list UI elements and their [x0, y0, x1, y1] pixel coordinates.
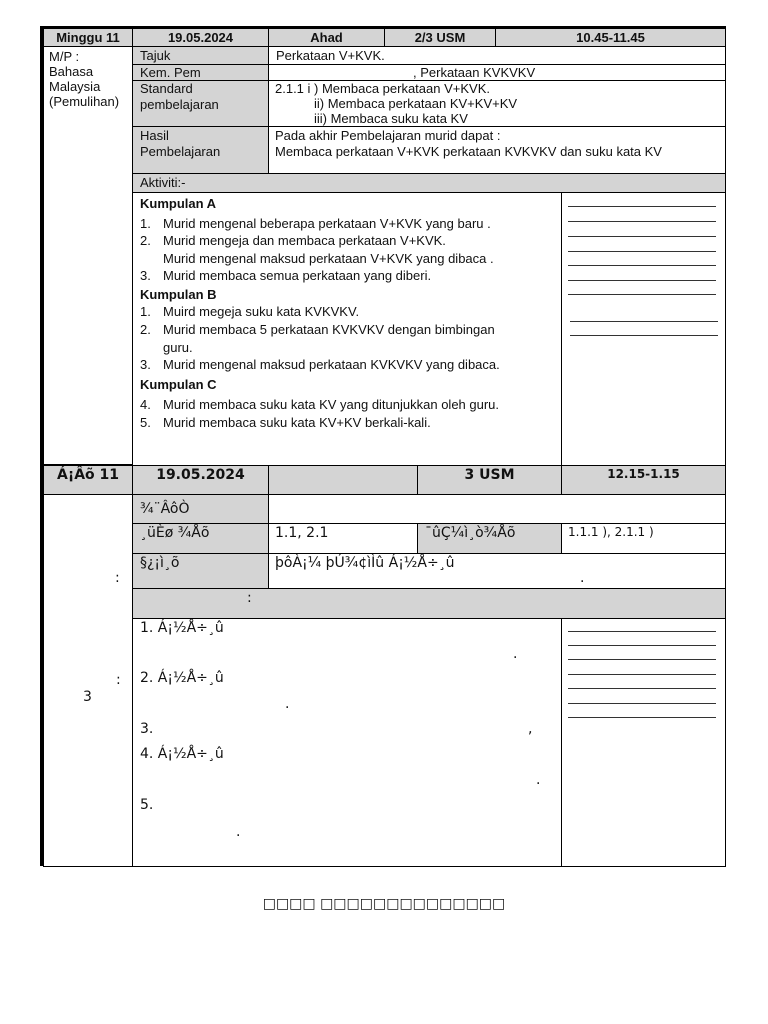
reflection-line [568, 251, 716, 252]
group-b-title: Kumpulan B [140, 287, 217, 302]
list-text: Murid membaca semua perkataan yang diberi. [163, 268, 432, 283]
activity2-item-end: . [536, 772, 541, 788]
row3-dot: . [580, 570, 585, 586]
activity2-item: 1. Á¡½Å÷¸û [140, 620, 224, 636]
standard-line: iii) Membaca suku kata KV [314, 111, 468, 126]
activity2-item: 3. [140, 721, 154, 737]
row2-label2: ¯ûÇ¼ì¸ò¾Åõ [425, 525, 516, 541]
standard-line: ii) Membaca perkataan KV+KV+KV [314, 96, 518, 111]
list-text: Murid mengenal maksud perkataan KVKVKV yang dibaca. [163, 357, 500, 372]
activity-body-cell [132, 192, 562, 466]
outcome-label-cell [132, 126, 269, 174]
subject-cell [43, 46, 133, 465]
reflection-line [570, 335, 718, 336]
topic-label-cell [132, 46, 269, 65]
week2-cell [43, 465, 133, 495]
reflection-line [568, 221, 716, 222]
list-number: 3. [140, 268, 151, 283]
subject-line: M/P : [49, 49, 80, 64]
activity-header-cell [132, 173, 726, 193]
footer-text: □□□□ □□□□□□□□□□□□□□ [262, 896, 506, 912]
activity2-item: 2. Á¡½Å÷¸û [140, 670, 224, 686]
class2-cell [417, 465, 562, 495]
reflection-cell [561, 192, 726, 466]
subject-line: Malaysia [49, 79, 101, 94]
topic-label: Tajuk [140, 48, 171, 63]
list-text: Murid membaca suku kata KV yang ditunjukkan oleh guru. [163, 397, 500, 412]
group-a-title: Kumpulan A [140, 196, 217, 211]
row1-value-cell [268, 494, 726, 524]
activity2-item-end: , [528, 721, 533, 737]
reflection-line [568, 645, 716, 646]
list-item [140, 216, 491, 232]
subject-line: (Pemulihan) [49, 94, 120, 109]
time2-cell [561, 465, 726, 495]
class-label: 2/3 USM [414, 30, 466, 45]
list-item [140, 322, 495, 338]
row3-label-cell [132, 553, 269, 589]
reflection-line [568, 703, 716, 704]
list-number: 2. [140, 233, 151, 248]
day-cell [268, 28, 385, 47]
reflection2-cell [561, 618, 726, 867]
class2-label: 3 USM [464, 467, 515, 483]
activity2-body-cell [132, 618, 562, 867]
date2-label: 19.05.2024 [156, 467, 245, 483]
day2-cell [268, 465, 418, 495]
reflection-line [568, 206, 716, 207]
outcome-value-cell [268, 126, 726, 174]
list-item [140, 340, 193, 356]
list-number: 1. [140, 304, 151, 319]
list-text: Murid mengenal maksud perkataan V+KVK yang dibaca . [163, 251, 494, 266]
subject2-colon: : [115, 570, 120, 586]
reflection-line [568, 236, 716, 237]
activity2-item: 5. [140, 797, 154, 813]
standard-value-cell [268, 80, 726, 127]
list-text: Muird megeja suku kata KVKVKV. [163, 304, 360, 319]
list-text: Murid mengenal beberapa perkataan V+KVK yang baru . [163, 216, 491, 231]
standard-label-line: pembelajaran [140, 97, 219, 112]
standard-line: 2.1.1 i ) Membaca perkataan V+KVK. [275, 81, 490, 96]
activity-header: Aktiviti:- [140, 175, 186, 190]
activity2-item-end: . [236, 824, 241, 840]
list-item [140, 268, 431, 284]
reflection-line [568, 688, 716, 689]
row2-value2: 1.1.1 ), 2.1.1 ) [568, 525, 654, 539]
row1-label: ¾¨ÂôÒ [140, 501, 190, 517]
topic-value: Perkataan V+KVK. [276, 48, 385, 63]
reflection-line [568, 659, 716, 660]
skill-label-cell [132, 64, 269, 81]
standard-label-cell [132, 80, 269, 127]
row3-value-cell [268, 553, 726, 589]
reflection-line [568, 265, 716, 266]
list-number: 1. [140, 216, 151, 231]
date-cell [132, 28, 269, 47]
list-item [140, 415, 431, 431]
list-text: guru. [163, 340, 193, 355]
list-number: 5. [140, 415, 151, 430]
reflection-line [568, 631, 716, 632]
day-label: Ahad [310, 30, 343, 45]
list-item [140, 304, 359, 320]
list-item [140, 357, 500, 373]
subject2-cell [43, 494, 133, 867]
row2-label: ¸üÈø ¾Åõ [140, 525, 210, 541]
list-item [140, 397, 499, 413]
reflection-line [568, 674, 716, 675]
outcome-label-line: Hasil [140, 128, 169, 143]
outcome-line: Pada akhir Pembelajaran murid dapat : [275, 128, 501, 143]
row2-value: 1.1, 2.1 [275, 525, 329, 541]
row2-label-cell [132, 523, 269, 554]
activity2-item: 4. Á¡½Å÷¸û [140, 746, 224, 762]
list-number: 3. [140, 357, 151, 372]
row2-value2-cell [561, 523, 726, 554]
week-cell [43, 28, 133, 47]
list-item [140, 233, 446, 249]
subject2-colon: : [116, 672, 121, 688]
time-label: 10.45-11.45 [576, 30, 645, 45]
date2-cell [132, 465, 269, 495]
list-text: Murid membaca 5 perkataan KVKVKV dengan bimbingan [163, 322, 495, 337]
list-number: 4. [140, 397, 151, 412]
list-text: Murid membaca suku kata KV+KV berkali-kali. [163, 415, 431, 430]
date-label: 19.05.2024 [167, 30, 234, 45]
row3-label: §¿¡ì¸õ [140, 555, 180, 571]
skill-label: Kem. Pem [140, 65, 201, 80]
list-item [140, 251, 494, 267]
row3-value: þôÀ¡¼ þÚ¾¢ìÌû Á¡½Å÷¸û [275, 555, 455, 571]
activity2-header-cell [132, 588, 726, 619]
week2-label: Á¡Âõ 11 [56, 467, 120, 483]
time2-label: 12.15-1.15 [607, 467, 680, 481]
skill-value: , Perkataan KVKVKV [413, 65, 536, 80]
standard-label-line: Standard [140, 81, 193, 96]
reflection-line [568, 717, 716, 718]
group-c-title: Kumpulan C [140, 377, 217, 392]
activity2-colon: : [247, 590, 252, 606]
row1-label-cell [132, 494, 269, 524]
reflection-line [570, 321, 718, 322]
activity2-item-end: . [285, 696, 290, 712]
activity2-item-end: . [513, 646, 518, 662]
reflection-line [568, 280, 716, 281]
skill-value-cell [268, 64, 726, 81]
time-cell [495, 28, 726, 47]
subject2-number: 3 [83, 689, 92, 705]
subject-line: Bahasa [49, 64, 94, 79]
topic-value-cell [268, 46, 726, 65]
reflection-line [568, 294, 716, 295]
row2-label2-cell [417, 523, 562, 554]
week-label: Minggu 11 [56, 30, 120, 45]
outcome-line: Membaca perkataan V+KVK perkataan KVKVKV dan suku kata KV [275, 144, 662, 159]
class-cell [384, 28, 496, 47]
list-text: Murid mengeja dan membaca perkataan V+KVK. [163, 233, 446, 248]
list-number: 2. [140, 322, 151, 337]
outcome-label-line: Pembelajaran [140, 144, 221, 159]
row2-value-cell [268, 523, 418, 554]
